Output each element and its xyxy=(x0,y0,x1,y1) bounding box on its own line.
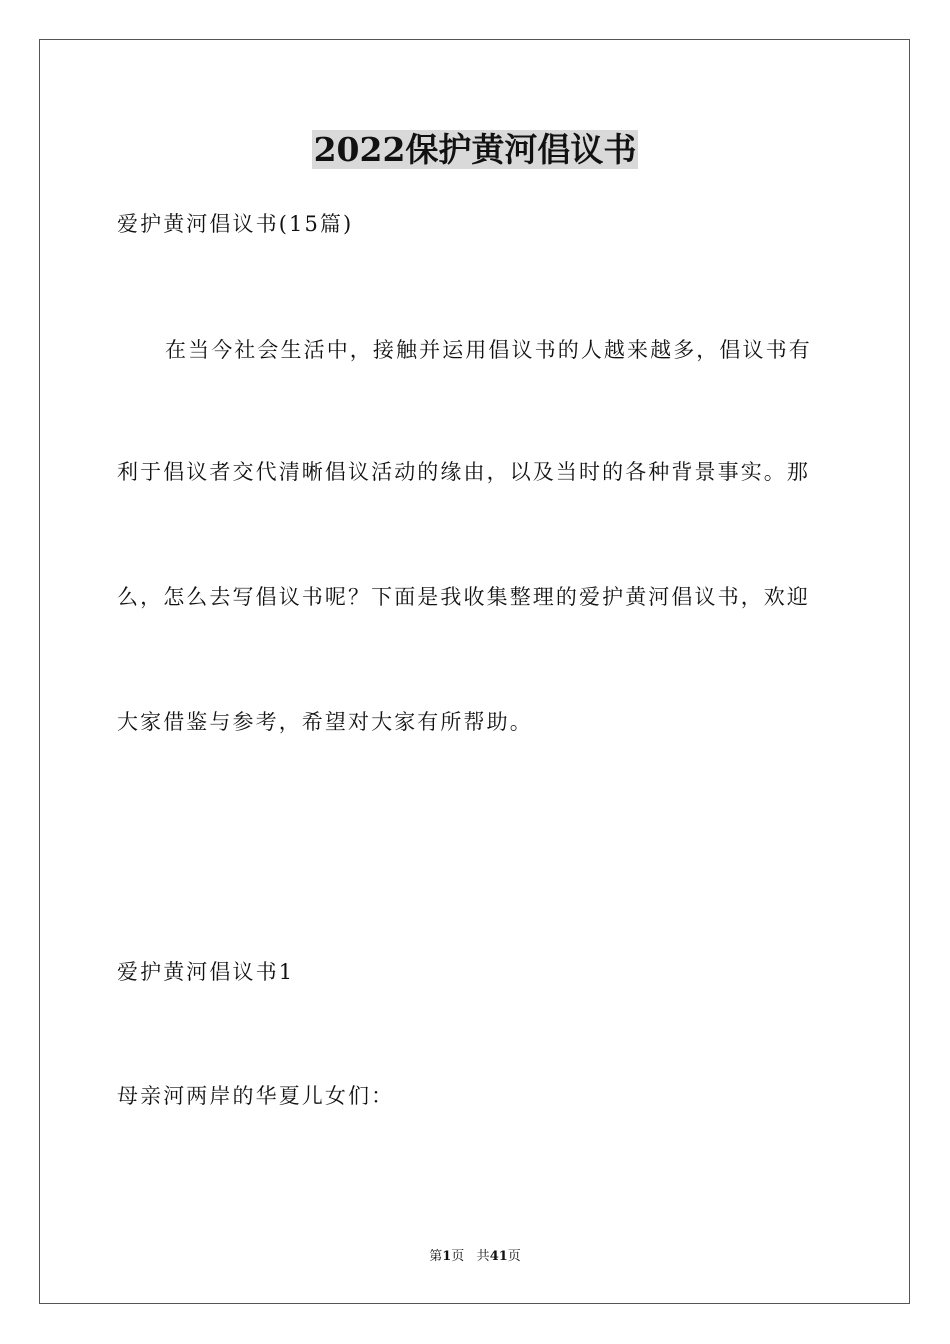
footer-total-pages: 41 xyxy=(489,1249,508,1264)
page-footer xyxy=(0,1248,950,1266)
footer-page-number: 1 xyxy=(442,1249,452,1264)
document-subtitle: 爱护黄河倡议书(15篇) xyxy=(117,212,354,236)
footer-page-prefix: 第 xyxy=(429,1249,443,1264)
footer-total-suffix: 页 xyxy=(507,1249,521,1264)
intro-line-1: 在当今社会生活中，接触并运用倡议书的人越来越多，倡议书有 xyxy=(165,338,812,362)
section-heading: 爱护黄河倡议书1 xyxy=(117,960,295,984)
document-title-text: 2022保护黄河倡议书 xyxy=(313,130,637,169)
intro-line-4: 大家借鉴与参考，希望对大家有所帮助。 xyxy=(117,710,533,734)
document-title xyxy=(0,126,950,174)
intro-line-2: 利于倡议者交代清晰倡议活动的缘由，以及当时的各种背景事实。那 xyxy=(117,460,810,484)
footer-total-prefix: 共 xyxy=(476,1249,490,1264)
intro-line-3: 么，怎么去写倡议书呢？下面是我收集整理的爱护黄河倡议书，欢迎 xyxy=(117,585,810,609)
salutation: 母亲河两岸的华夏儿女们： xyxy=(117,1084,395,1108)
footer-page-suffix: 页 xyxy=(451,1249,465,1264)
